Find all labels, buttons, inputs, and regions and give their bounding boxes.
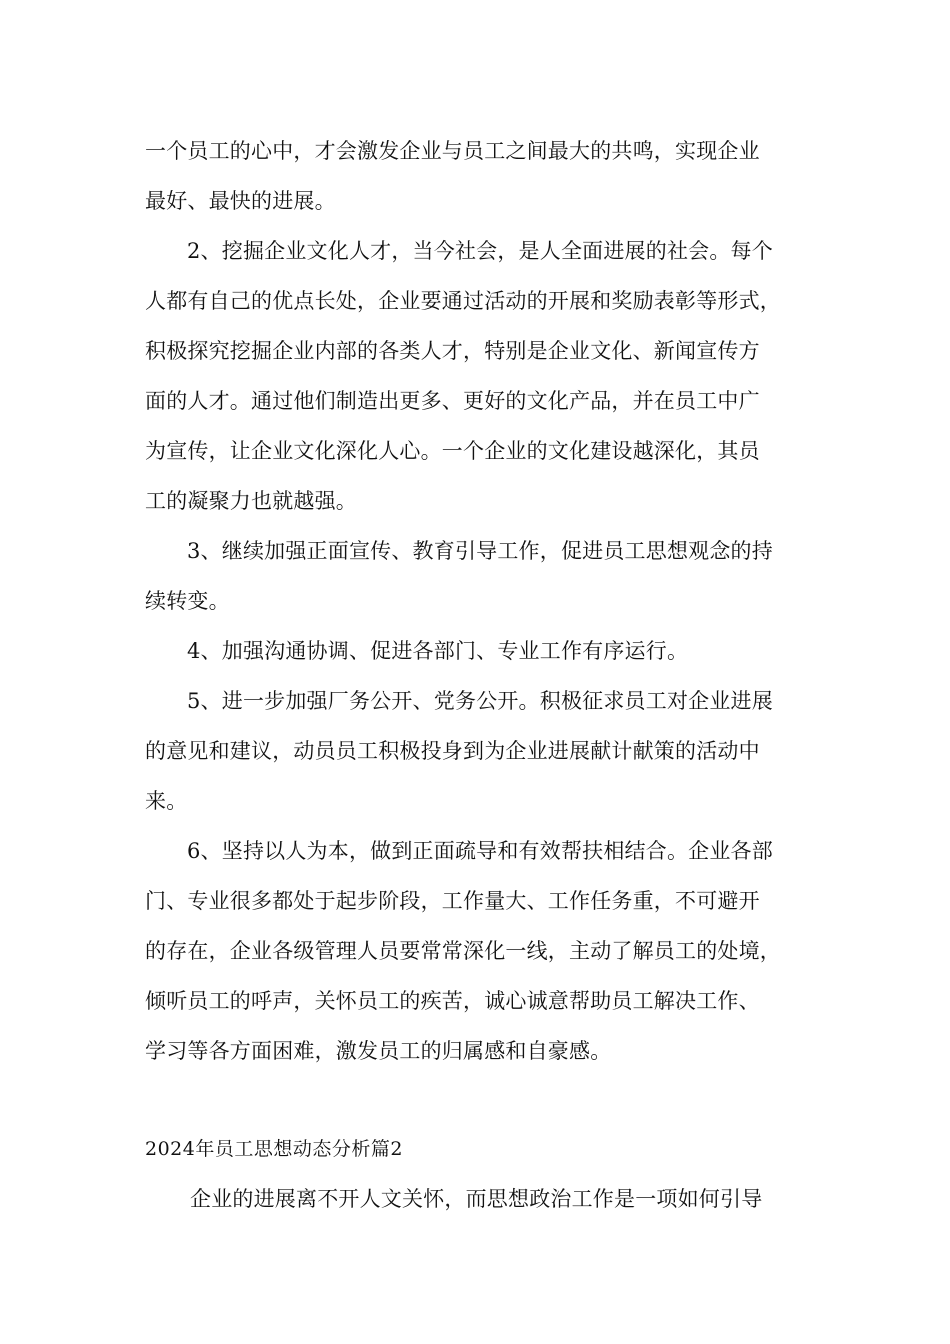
text-line: 来。 bbox=[145, 789, 188, 813]
paragraph-3-start: 3、继续加强正面宣传、教育引导工作，促进员工思想观念的持 bbox=[187, 539, 773, 563]
paragraph-4: 4、加强沟通协调、促进各部门、专业工作有序运行。 bbox=[187, 639, 689, 663]
section-2-first-line: 企业的进展离不开人文关怀，而思想政治工作是一项如何引导 bbox=[190, 1187, 763, 1211]
text-line: 的意见和建议，动员员工积极投身到为企业进展献计献策的活动中 bbox=[145, 739, 760, 763]
text-line: 积极探究挖掘企业内部的各类人才，特别是企业文化、新闻宣传方 bbox=[145, 339, 760, 363]
text-line: 的存在，企业各级管理人员要常常深化一线，主动了解员工的处境， bbox=[145, 939, 781, 963]
paragraph-6-start: 6、坚持以人为本，做到正面疏导和有效帮扶相结合。企业各部 bbox=[187, 839, 773, 863]
text-line: 面的人才。通过他们制造出更多、更好的文化产品，并在员工中广 bbox=[145, 389, 760, 413]
text-line: 倾听员工的呼声，关怀员工的疾苦，诚心诚意帮助员工解决工作、 bbox=[145, 989, 760, 1013]
section-title: 2024年员工思想动态分析篇2 bbox=[145, 1138, 403, 1160]
paragraph-5-start: 5、进一步加强厂务公开、党务公开。积极征求员工对企业进展 bbox=[187, 689, 773, 713]
text-line: 最好、最快的进展。 bbox=[145, 189, 336, 213]
text-line: 学习等各方面困难，激发员工的归属感和自豪感。 bbox=[145, 1039, 612, 1063]
paragraph-2-start: 2、挖掘企业文化人才，当今社会，是人全面进展的社会。每个 bbox=[187, 239, 773, 263]
text-line: 门、专业很多都处于起步阶段，工作量大、工作任务重，不可避开 bbox=[145, 889, 760, 913]
text-line: 一个员工的心中，才会激发企业与员工之间最大的共鸣，实现企业 bbox=[145, 139, 760, 163]
text-line: 工的凝聚力也就越强。 bbox=[145, 489, 357, 513]
text-line: 人都有自己的优点长处，企业要通过活动的开展和奖励表彰等形式， bbox=[145, 289, 781, 313]
text-line: 续转变。 bbox=[145, 589, 230, 613]
text-line: 为宣传，让企业文化深化人心。一个企业的文化建设越深化，其员 bbox=[145, 439, 760, 463]
